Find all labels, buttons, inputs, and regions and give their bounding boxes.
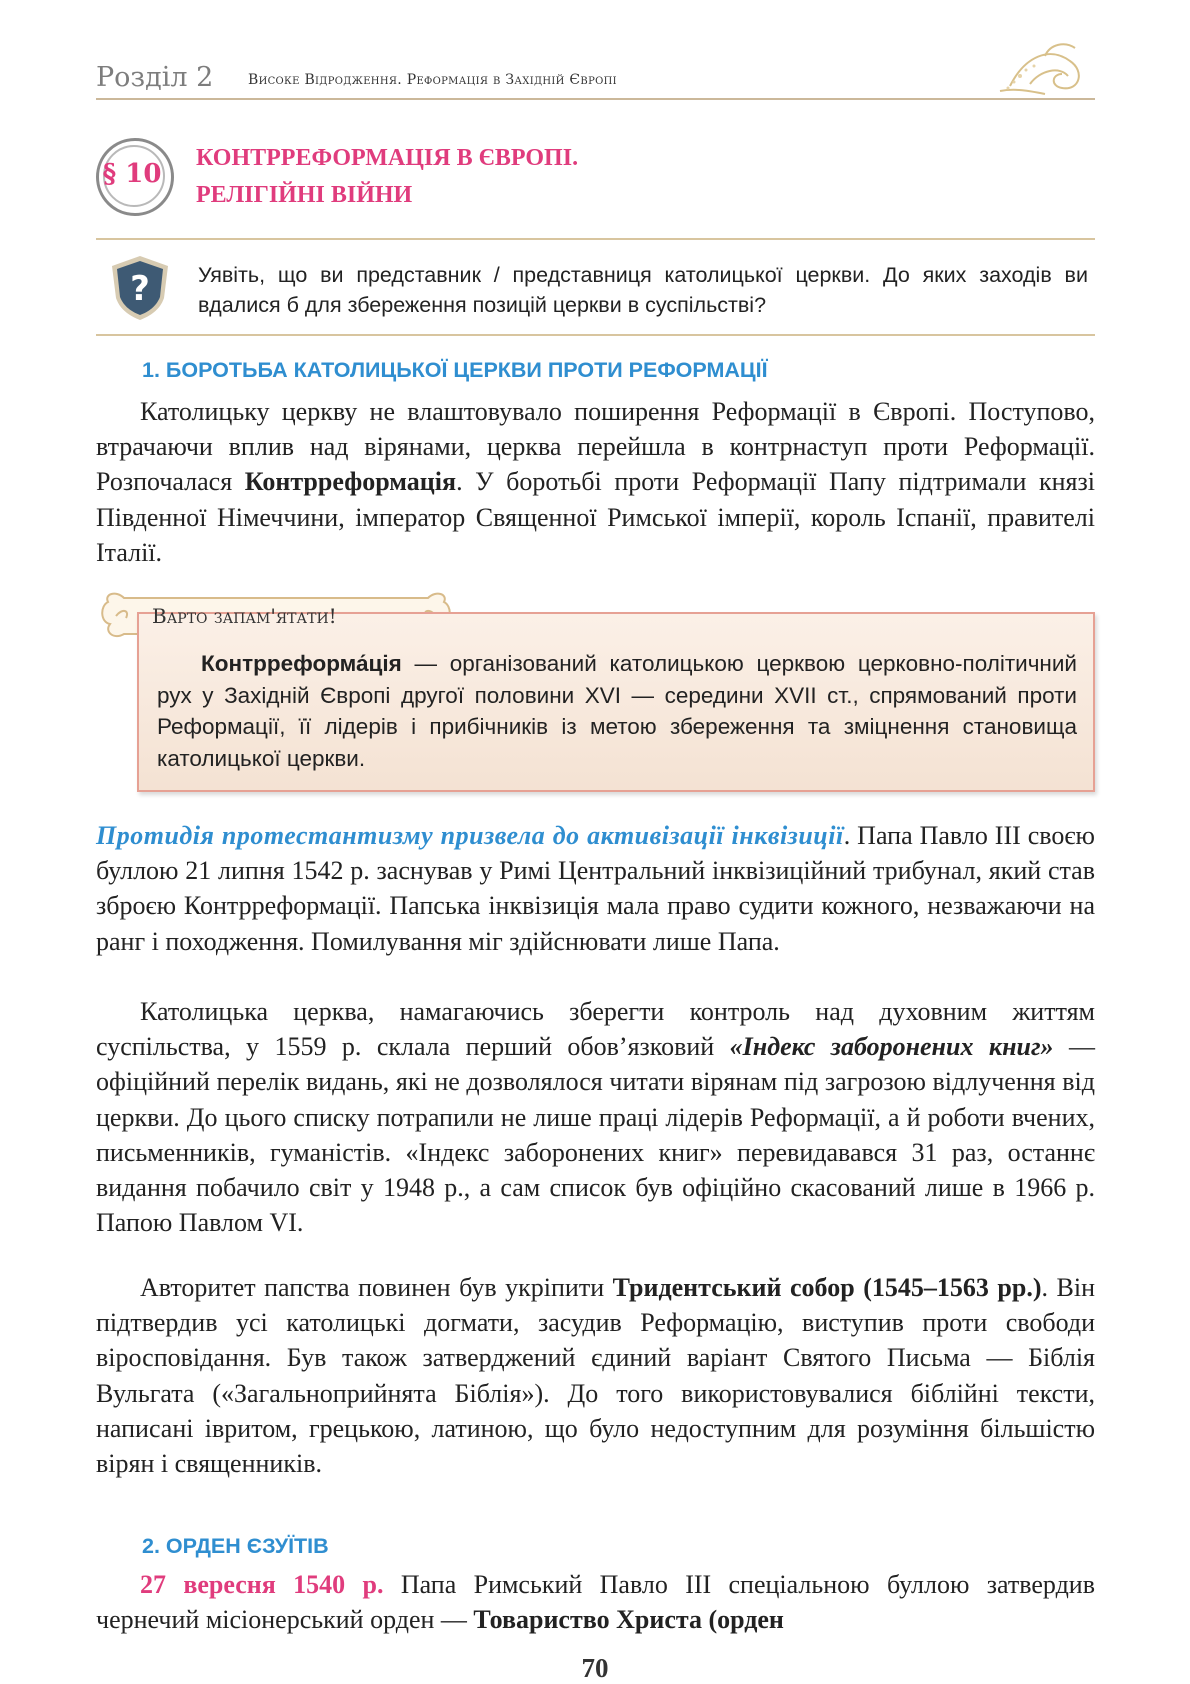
definition-term: Контрреформа́ція xyxy=(201,651,402,676)
paragraph-2: Протидія протестантизму призвела до активізації інквізиції. Папа Павло III своєю буллою 21 липня 1542 р. заснував у Римі Центральний інквізиційний трибунал, який став зброєю Контрреформації. Папська інквізиція мала право судити кожного, незважаючи на ранг і походження. Помилування міг здійснювати лише Папа. xyxy=(96,821,1095,956)
remember-box xyxy=(137,612,1095,792)
question-mark: ? xyxy=(130,269,150,309)
term-society-of-jesus: Товариство Христа (орден xyxy=(473,1605,784,1635)
section-title-line-2: РЕЛІГІЙНІ ВІЙНИ xyxy=(196,182,413,208)
term-index-books: «Індекс заборонених книг» xyxy=(729,1032,1054,1062)
subsection-2-heading: 2. ОРДЕН ЄЗУЇТІВ xyxy=(142,1534,329,1558)
section-title xyxy=(196,140,578,214)
date-highlight: 27 вересня 1540 р. xyxy=(140,1570,384,1599)
page-header xyxy=(96,60,1095,100)
section-title-line-1: КОНТРРЕФОРМАЦІЯ В ЄВРОПІ. xyxy=(196,145,579,171)
chapter-subtitle: Високе Відродження. Реформація в Західній Європі xyxy=(248,72,617,88)
highlight-inquisition: Протидія протестантизму призвела до активізації інквізиції xyxy=(96,821,844,850)
term-counterreformation: Контрреформація xyxy=(244,467,457,497)
paragraph-1: Католицьку церкву не влаштовувало поширення Реформації в Європі. Поступово, втрачаючи вплив над вірянами, церква перейшла в контрнаступ проти Реформації. Розпочалася Контрреформація. У боротьбі проти Реформації Папу підтримали князі Південної Німеччини, імператор Священної Римської імперії, король Іспанії, правителі Італії. xyxy=(96,397,1095,567)
question-shield-icon xyxy=(108,254,172,322)
term-council-of-trent: Тридентський собор (1545–1563 рр.) xyxy=(612,1273,1042,1302)
page-number: 70 xyxy=(581,1653,609,1683)
chapter-label: Розділ 2 xyxy=(96,62,214,93)
floral-ornament-icon xyxy=(990,36,1100,102)
question-prompt: Уявіть, що ви представник / представниця католицької церкви. До яких заходів ви вдалися б для збереження позицій церкви в суспільстві? xyxy=(198,263,1088,317)
paragraph-3: Католицька церква, намагаючись зберегти контроль над духовним життям суспільства, у 1559 р. склала перший обов’язковий «Індекс заборонених книг» — офіційний перелік видань, які не дозволялося читати вірянам під загрозою відлучення від церкви. До цього списку потрапили не лише праці лідерів Реформації, а й роботи вчених, письменників, гуманістів. «Індекс заборонених книг» перевидавався 31 раз, останнє видання побачило світ у 1948 р., а сам список був офіційно скасований лише в 1966 р. Папою Павлом VI. xyxy=(96,997,1095,1238)
question-box xyxy=(96,238,1095,336)
subsection-1-heading: 1. БОРОТЬБА КАТОЛИЦЬКОЇ ЦЕРКВИ ПРОТИ РЕФОРМАЦІЇ xyxy=(142,358,768,382)
section-number: § 10 xyxy=(102,159,162,189)
section-number-badge xyxy=(96,138,174,216)
paragraph-5: 27 вересня 1540 р. Папа Римський Павло III спеціальною буллою затвердив чернечий місіонерський орден — Товариство Христа (орден xyxy=(96,1570,1095,1635)
paragraph-4: Авторитет папства повинен був укріпити Тридентський собор (1545–1563 рр.). Він підтвердив усі католицькі догмати, засудив Реформацію, виступив проти свободи віросповідання. Був також затверджений єдиний варіант Святого Письма — Біблія Вульгата («Загальноприйнята Біблія»). До того використовувалися біблійні тексти, написані івритом, грецькою, латиною, що було недоступним для розуміння більшістю вірян і священників. xyxy=(96,1273,1096,1479)
remember-label: Варто запам'ятати! xyxy=(152,604,337,628)
definition-text: Контрреформа́ція — організований католицькою церквою церковно-політичний рух у Західній Європі другої половини XVI — середини XVII ст., спрямований проти Реформації, її лідерів і прибічників із метою збереження та зміцнення становища католицької церкви. xyxy=(157,651,1077,771)
